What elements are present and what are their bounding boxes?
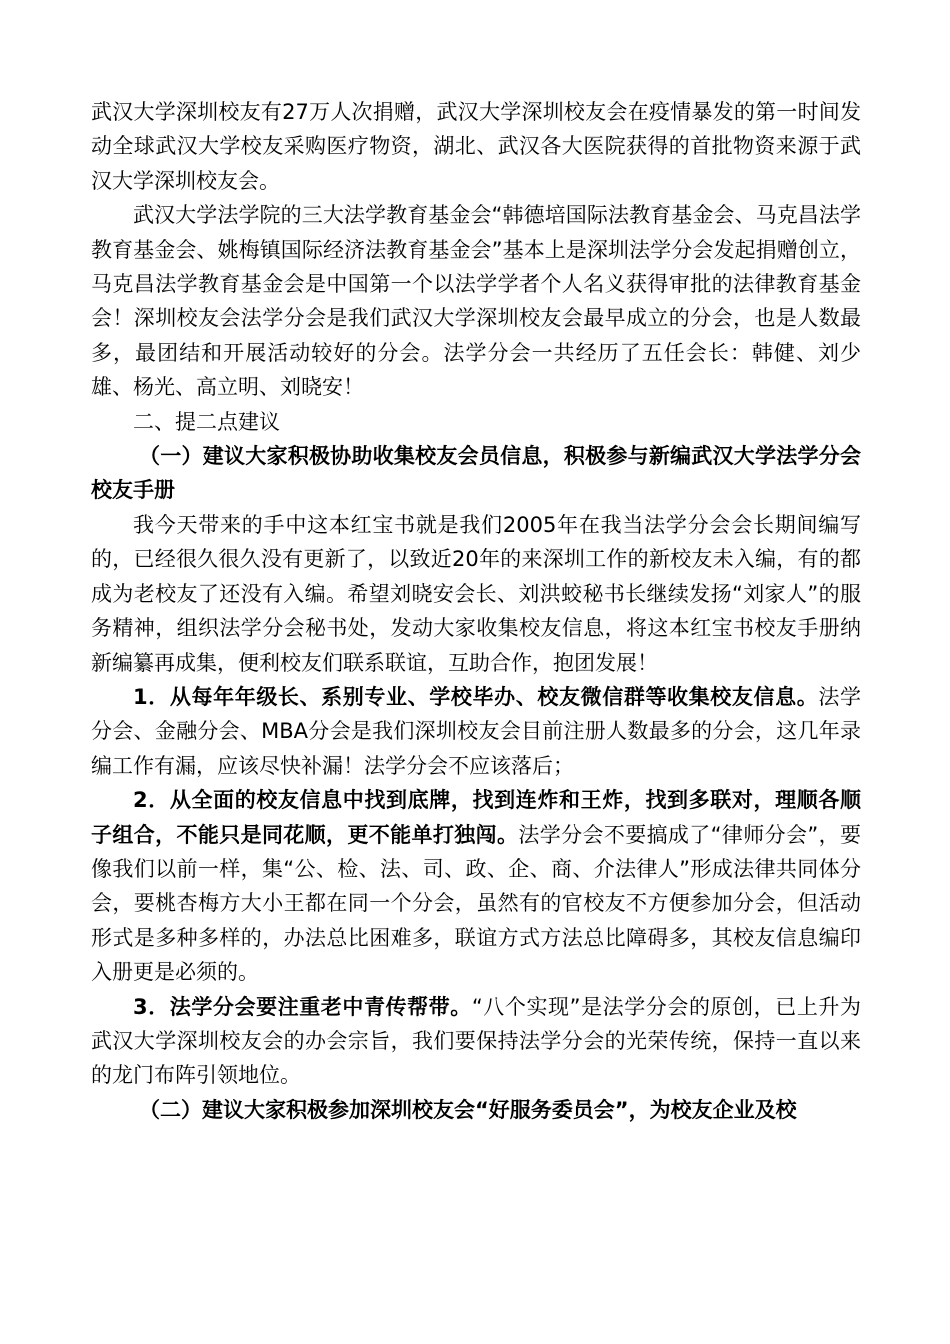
paragraph-text: 武汉大学深圳校友有27万人次捐赠，武汉大学深圳校友会在疫情暴发的第一时间发动全球武汉大学校友采购医疗物资，湖北、武汉各大医院获得的首批物资来源于武汉大学深圳校友会。 [91,100,861,193]
paragraph-donations [91,95,861,198]
subheading-text: （二）建议大家积极参加深圳校友会“好服务委员会”，为校友企业及校 [139,1097,797,1122]
paragraph-red-book [91,508,861,680]
item-1-text: 法学分会、金融分会、MBA分会是我们深圳校友会目前注册人数最多的分会，这几年录编工作有漏，应该尽快补漏！法学分会不应该落后； [91,684,862,778]
paragraph-text: 武汉大学法学院的三大法学教育基金会“韩德培国际法教育基金会、马克昌法学教育基金会、姚梅镇国际经济法教育基金会”基本上是深圳法学分会发起捐赠创立，马克昌法学教育基金会是中国第一个以法学学者个人名义获得审批的法律教育基金会！深圳校友会法学分会是我们武汉大学深圳校友会最早成立的分会，也是人数最多，最团结和开展活动较好的分会。法学分会一共经历了五任会长：韩健、刘少雄、杨光、高立明、刘晓安！ [91,203,861,400]
paragraph-item-2 [91,783,861,989]
section-heading-suggestions [91,405,861,439]
item-1-lead: 1．从每年年级长、系别专业、学校毕办、校友微信群等收集校友信息。 [133,684,819,709]
item-3-text: “八个实现”是法学分会的原创，已上升为武汉大学深圳校友会的办会宗旨，我们要保持法学分会的光荣传统，保持一直以来的龙门布阵引领地位。 [91,994,861,1088]
paragraph-text: 我今天带来的手中这本红宝书就是我们2005年在我当法学分会会长期间编写的，已经很久很久没有更新了，以致近20年的来深圳工作的新校友未入编，有的都成为老校友了还没有入编。希望刘晓安会长、刘洪蛟秘书长继续发扬“刘家人”的服务精神，组织法学分会秘书处，发动大家收集校友信息，将这本红宝书校友手册纳新编纂再成集，便利校友们联系联谊，互助合作，抱团发展！ [91,512,861,675]
item-2-text: 法学分会不要搞成了“律师分会”，要像我们以前一样，集“公、检、法、司、政、企、商、介法律人”形成法律共同体分会，要桃杏梅方大小王都在同一个分会，虽然有的官校友不方便参加分会，但活动形式是多种多样的，办法总比困难多，联谊方式方法总比障碍多，其校友信息编印入册更是必须的。 [91,822,861,985]
paragraph-item-1 [91,680,861,783]
document-page [91,95,861,1127]
subheading-1 [91,439,861,508]
subheading-2 [91,1093,861,1127]
paragraph-text: 二、提二点建议 [133,409,280,434]
item-2-lead: 2．从全面的校友信息中找到底牌，找到连炸和王炸，找到多联对，理顺各顺子组合，不能只是同花顺，更不能单打独闯。 [91,788,861,847]
paragraph-foundations [91,198,861,404]
paragraph-item-3 [91,990,861,1093]
subheading-text: （一）建议大家积极协助收集校友会员信息，积极参与新编武汉大学法学分会校友手册 [91,444,861,503]
item-3-lead: 3．法学分会要注重老中青传帮带。 [133,994,472,1019]
